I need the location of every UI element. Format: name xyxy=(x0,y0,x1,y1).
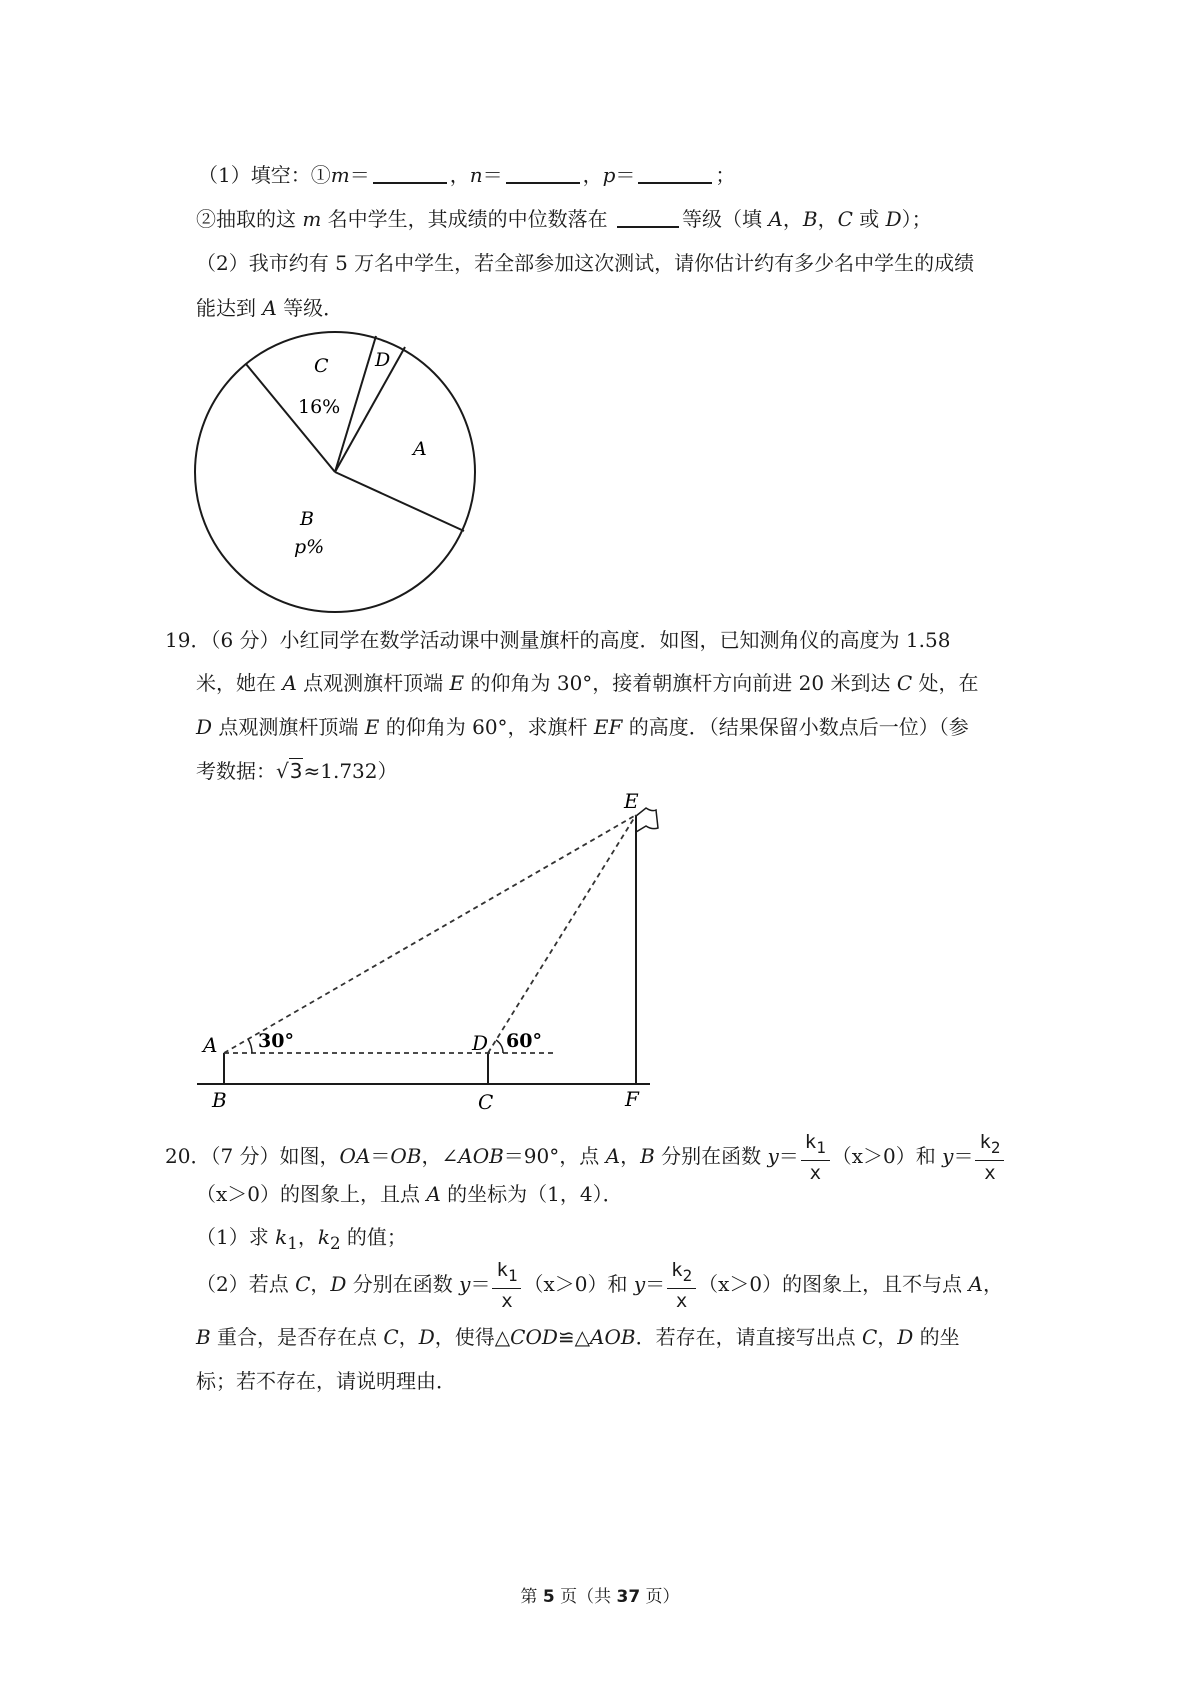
pie-label-b-pct: p% xyxy=(294,536,325,558)
pie-divider-da xyxy=(335,347,405,472)
page-number: 5 xyxy=(542,1587,555,1607)
flagpole-figure xyxy=(190,790,670,1120)
label-b: B xyxy=(212,1088,227,1112)
sightline-de xyxy=(488,815,636,1053)
pie-divider-bc xyxy=(246,364,335,472)
label-f: F xyxy=(625,1087,639,1111)
q20-part2-line2: B 重合，是否存在点 C，D，使得△COD≌△AOB．若存在，请直接写出点 C，D 的坐 xyxy=(196,1325,960,1349)
label-angle-d: 60° xyxy=(506,1030,542,1052)
pie-label-b: B xyxy=(300,508,314,530)
q20-part2-line3: 标；若不存在，请说明理由． xyxy=(196,1369,456,1393)
page-total: 37 xyxy=(616,1587,641,1607)
pie-label-c-pct: 16% xyxy=(298,396,341,418)
pie-divider-cd xyxy=(335,336,376,472)
q20-line2: （x＞0）的图象上，且点 A 的坐标为（1，4）． xyxy=(196,1182,623,1206)
q19-line4: 考数据：√3≈1.732） xyxy=(196,759,398,783)
flag xyxy=(636,808,658,832)
fraction-k1-over-x: $\frac{k_1}{x}$ xyxy=(801,1131,830,1184)
q19-line2: 米，她在 A 点观测旗杆顶端 E 的仰角为 30°，接着朝旗杆方向前进 20 米到达 C 处，在 xyxy=(196,671,979,695)
label-c: C xyxy=(478,1090,494,1114)
q20-part2-line1: （2）若点 C，D 分别在函数 y＝ $\frac{k_1}{x}$ （x＞0）和 y＝ $\frac{k_2}{x}$ （x＞0）的图象上，且不与点 A， xyxy=(196,1259,1003,1312)
q19-line1: 19．（6 分）小红同学在数学活动课中测量旗杆的高度．如图，已知测角仪的高度为 1.58 xyxy=(165,628,951,652)
sightline-ae xyxy=(224,815,636,1053)
blank-n[interactable] xyxy=(506,160,580,184)
q20-number: 20． xyxy=(165,1144,211,1168)
fraction-k2-over-x-2: $\frac{k_2}{x}$ xyxy=(667,1259,696,1312)
pie-divider-ab xyxy=(335,472,464,531)
q18-fill-line: （1）填空：①m＝ ，n＝ ，p＝ ； xyxy=(198,160,735,190)
fraction-k1-over-x-2: $\frac{k_1}{x}$ xyxy=(492,1259,521,1312)
label-d: D xyxy=(472,1031,489,1055)
label-a: A xyxy=(203,1033,218,1057)
angle-arc-a xyxy=(248,1039,252,1053)
angle-arc-d xyxy=(496,1040,503,1053)
sqrt-symbol: √3 xyxy=(276,759,303,783)
fraction-k2-over-x: $\frac{k_2}{x}$ xyxy=(975,1131,1004,1184)
q20-part1: （1）求 $k_1$，$k_2$ 的值； xyxy=(196,1225,407,1253)
q20-line1: 20．（7 分）如图，OA＝OB，∠AOB＝90°，点 A，B 分别在函数 y＝ $\frac{k_1}{x}$ （x＞0）和 y＝ $\frac{k_2}{x}$ xyxy=(165,1126,1006,1186)
page-footer: 第 5 页（共 37 页） xyxy=(520,1587,680,1607)
label-angle-a: 30° xyxy=(258,1030,294,1052)
blank-p[interactable] xyxy=(638,160,712,184)
pie-chart xyxy=(185,330,485,620)
q18-median-line: ②抽取的这 m 名中学生，其成绩的中位数落在 等级（填 A，B，C 或 D）； xyxy=(196,204,932,234)
q18-part2-line2: 能达到 A 等级． xyxy=(196,296,344,320)
pie-label-d: D xyxy=(375,349,391,371)
pie-label-c: C xyxy=(314,355,329,377)
blank-m[interactable] xyxy=(373,160,447,184)
pie-label-a: A xyxy=(413,438,427,460)
blank-median[interactable] xyxy=(617,204,679,228)
q19-line3: D 点观测旗杆顶端 E 的仰角为 60°，求旗杆 EF 的高度．（结果保留小数点后一位）（参 xyxy=(196,715,969,739)
label-e: E xyxy=(624,790,639,813)
q18-part2-line1: （2）我市约有 5 万名中学生，若全部参加这次测试，请你估计约有多少名中学生的成绩 xyxy=(196,251,975,275)
q19-number: 19． xyxy=(165,628,211,652)
